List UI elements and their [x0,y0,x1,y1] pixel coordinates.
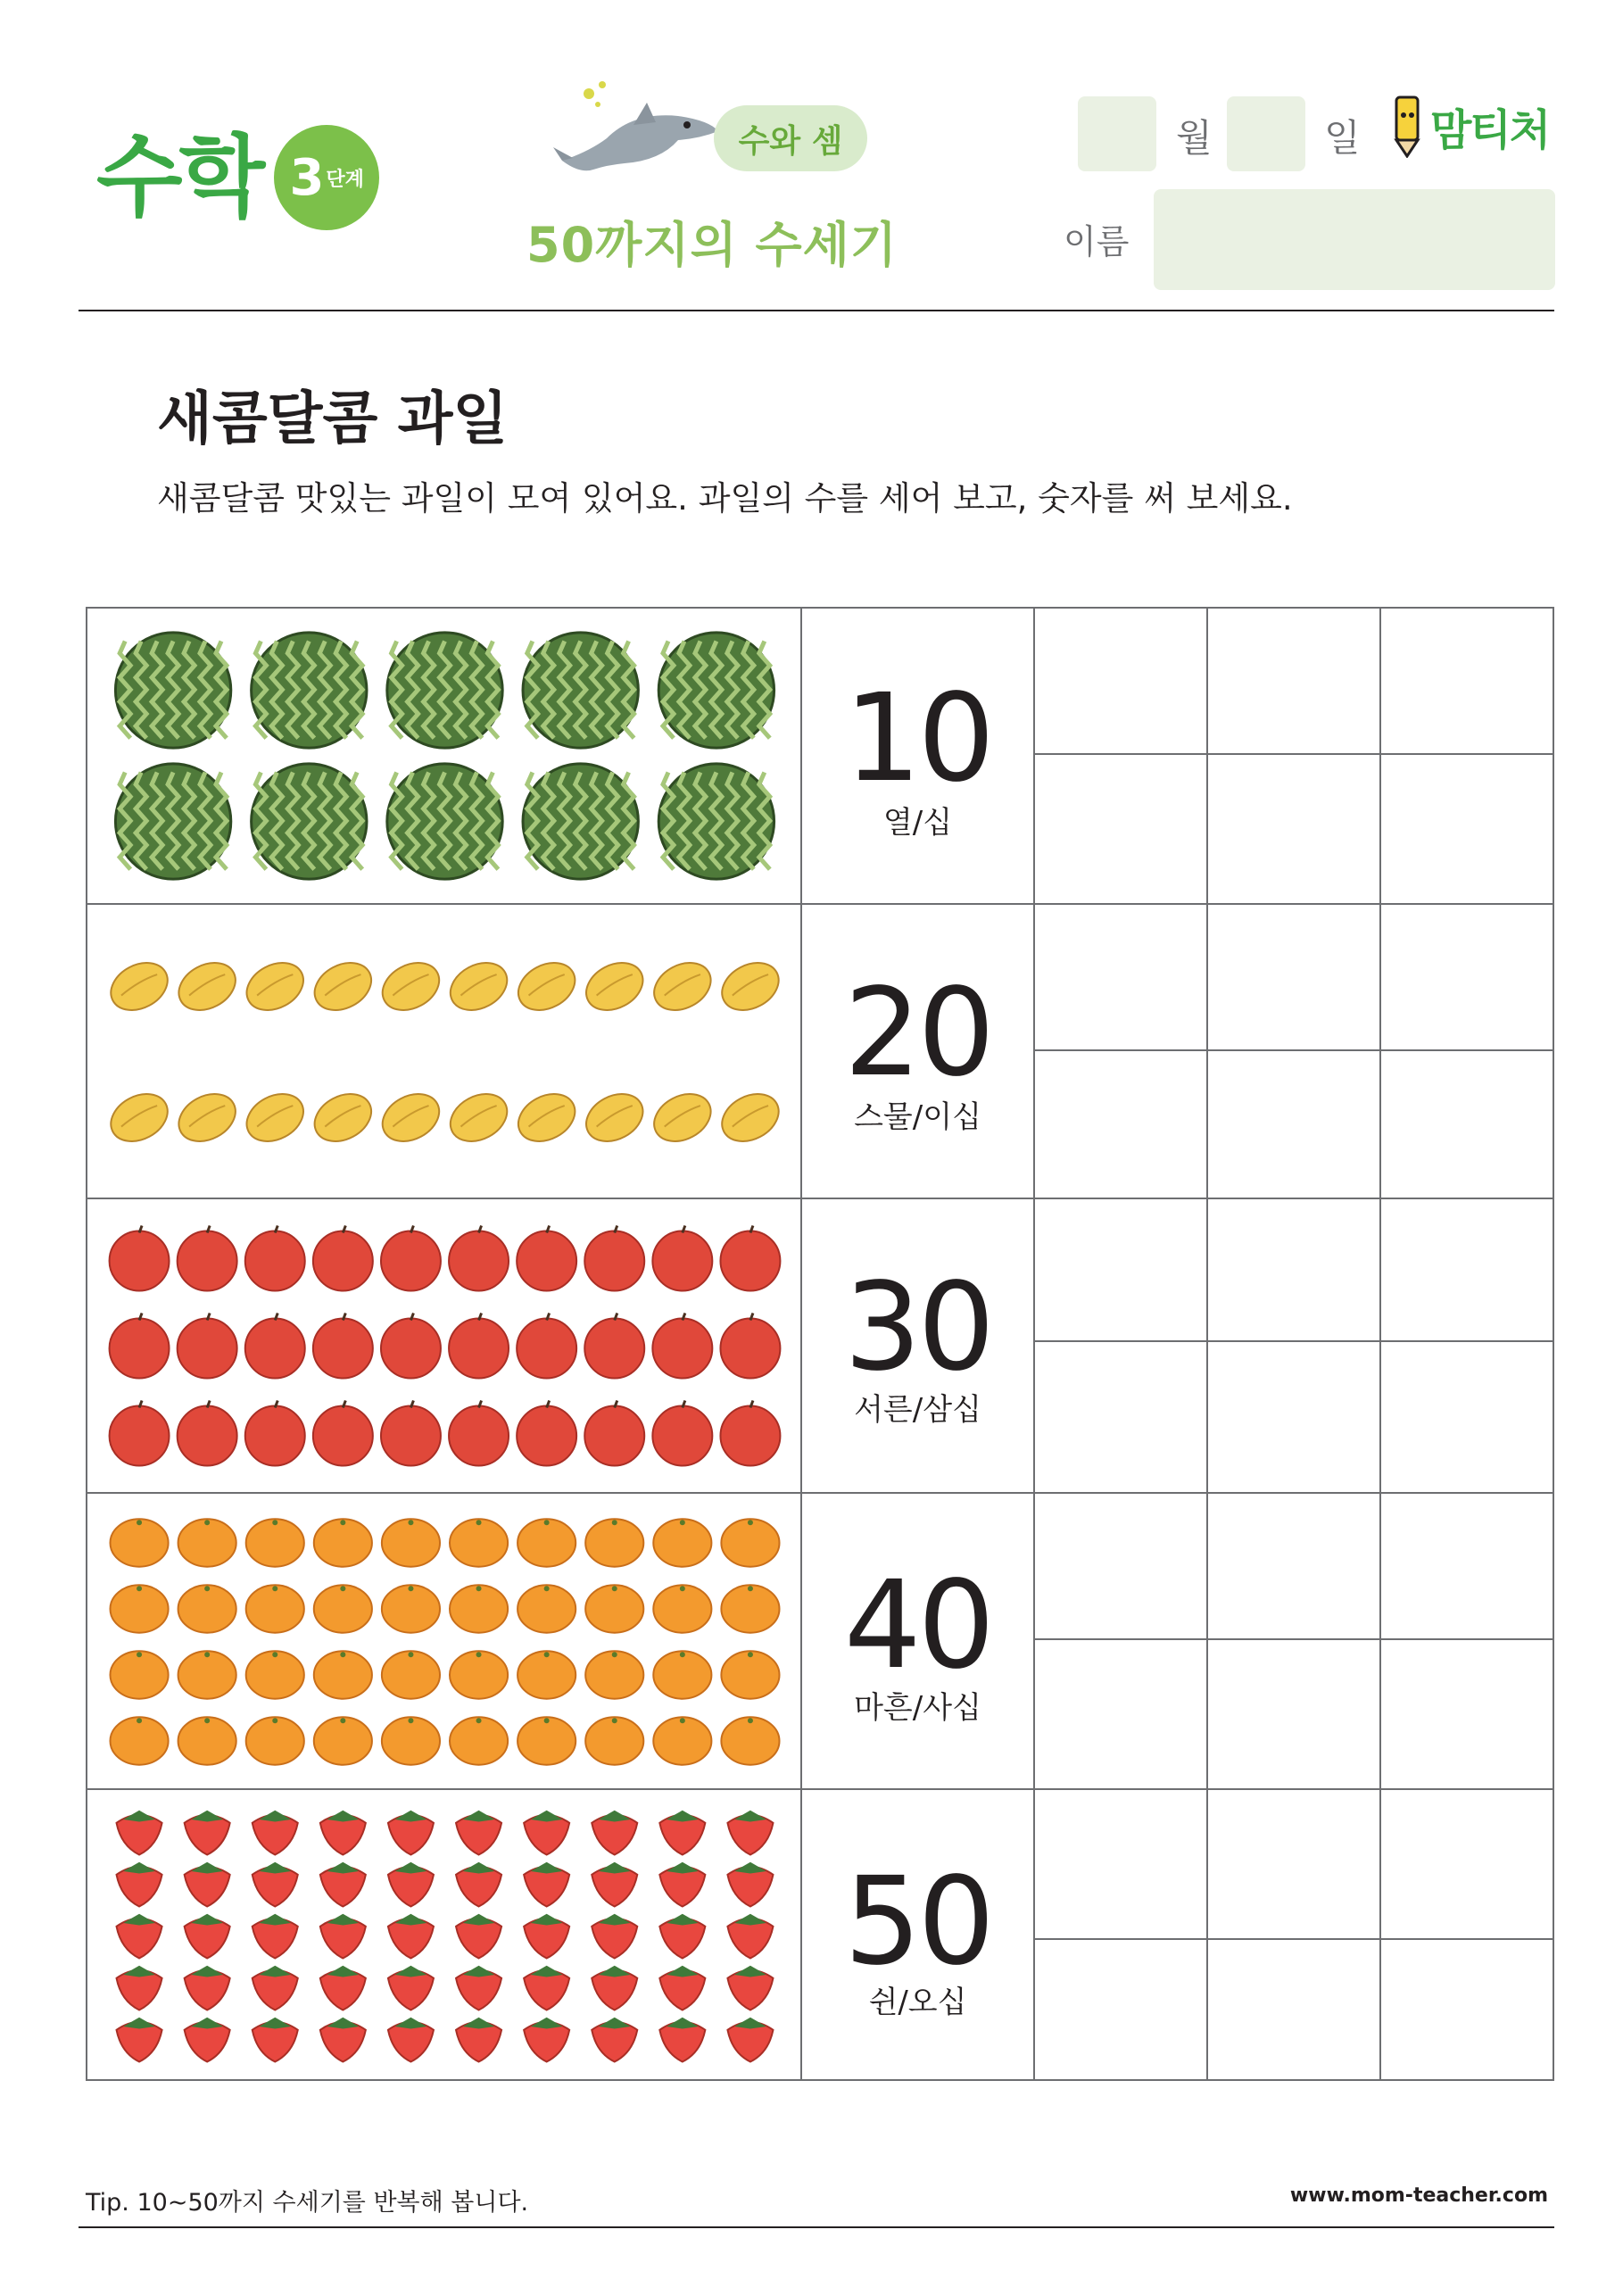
strawberry-icon [524,1914,569,1959]
apple-icon [245,1226,305,1291]
table-row [87,1492,1553,1788]
apple-icon [313,1226,373,1291]
lemon-icon [306,953,379,1019]
apple-icon [110,1226,170,1291]
apple-icon [720,1314,780,1379]
apple-icon [313,1401,373,1466]
strawberry-icon [456,1914,501,1959]
number-word: 마흔/사십 [854,1690,981,1726]
watermelon-icon [523,633,638,748]
apple-icon [517,1226,576,1291]
number-text: 10 [843,668,992,809]
watermelon-icon [252,764,367,879]
number-text: 50 [843,1852,992,1993]
table-row [87,903,1553,1198]
apple-icon [110,1401,170,1466]
tangerine-icon [246,1717,304,1764]
number-word: 열/십 [882,805,953,841]
strawberry-icon [727,1914,773,1959]
table-row [87,1198,1553,1492]
strawberry-icon [388,1862,434,1907]
strawberry-icon [727,1966,773,2010]
strawberry-icon [253,1811,298,1855]
lemon-icon [238,953,311,1019]
tangerine-icon [450,1717,508,1764]
apple-icon [313,1314,373,1379]
tangerine-icon [314,1585,372,1632]
lemon-icon [375,1084,448,1150]
apple-icon [178,1314,237,1379]
strawberry-icon [592,1914,637,1959]
strawberry-icon [388,1914,434,1959]
strawberry-icon [117,1862,162,1907]
day-input-box[interactable] [1227,96,1305,171]
strawberry-icon [117,1966,162,2010]
strawberry-icon [117,1914,162,1959]
level-badge [274,125,379,230]
strawberry-icon [320,1914,366,1959]
lemon-icon [103,1084,176,1150]
level-number: 3 [289,148,325,207]
tangerine-icon [721,1519,779,1566]
tangerine-icon [450,1585,508,1632]
strawberry-icon [659,1811,705,1855]
strawberry-icon [524,1811,569,1855]
number-text: 30 [843,1257,992,1398]
strawberry-icon [185,1914,230,1959]
apple-icon [110,1314,170,1379]
strawberry-icon [659,1966,705,2010]
lemon-icon [170,953,244,1019]
watermelon-icon [115,633,230,748]
tangerine-icon [450,1651,508,1698]
apple-icon [584,1226,644,1291]
number-cell [802,609,1035,903]
tangerine-icon [585,1585,643,1632]
topic-pill: 수와 셈 [714,105,867,171]
strawberry-icon [659,1862,705,1907]
counting-table [86,607,1554,2081]
strawberry-icon [659,1914,705,1959]
apple-icon [381,1226,441,1291]
tangerine-icon [585,1651,643,1698]
strawberry-icon [456,1966,501,2010]
tangerine-icon [314,1519,372,1566]
apple-icon [381,1401,441,1466]
tangerine-icon [314,1717,372,1764]
strawberry-group [87,1790,802,2081]
number-word: 서른/삼십 [854,1392,981,1428]
brand-logo [1387,94,1549,158]
strawberry-icon [524,2018,569,2062]
fruit-cell [87,905,802,1198]
tangerine-icon [382,1717,440,1764]
strawberry-icon [727,1862,773,1907]
tangerine-icon [178,1585,236,1632]
strawberry-icon [592,2018,637,2062]
strawberry-icon [117,2018,162,2062]
table-row [87,1788,1553,2079]
watermelon-group [87,609,802,903]
strawberry-icon [185,1966,230,2010]
lemon-icon [238,1084,311,1150]
tangerine-icon [450,1519,508,1566]
lemon-icon [646,1084,719,1150]
tangerine-icon [653,1585,711,1632]
writing-boxes[interactable] [1035,609,1553,903]
lemon-icon [510,953,584,1019]
tangerine-icon [382,1519,440,1566]
watermelon-icon [658,764,774,879]
apple-icon [584,1401,644,1466]
apple-icon [449,1226,509,1291]
strawberry-icon [456,2018,501,2062]
apple-icon [245,1401,305,1466]
subject-text: 수학 [96,125,262,229]
tangerine-icon [110,1585,168,1632]
watermelon-icon [387,764,502,879]
number-cell [802,905,1035,1198]
strawberry-icon [524,1966,569,2010]
writing-boxes[interactable] [1035,1790,1553,2079]
tangerine-icon [246,1585,304,1632]
website-link[interactable]: www.mom-teacher.com [1289,2184,1548,2207]
day-label: 일 [1324,116,1361,160]
fruit-cell [87,609,802,903]
lemon-icon [646,953,719,1019]
writing-boxes[interactable] [1035,1494,1553,1788]
strawberry-icon [456,1811,501,1855]
watermelon-icon [523,764,638,879]
apple-icon [652,1314,712,1379]
strawberry-icon [253,1862,298,1907]
number-cell [802,1494,1035,1788]
tangerine-icon [382,1651,440,1698]
strawberry-icon [253,2018,298,2062]
brand-text: 맘티처 [1430,104,1550,155]
tangerine-icon [518,1519,576,1566]
watermelon-icon [115,764,230,879]
tangerine-icon [178,1651,236,1698]
tangerine-icon [721,1651,779,1698]
strawberry-icon [253,1966,298,2010]
strawberry-icon [320,1811,366,1855]
tangerine-icon [721,1585,779,1632]
apple-icon [517,1314,576,1379]
dolphin-icon [553,76,723,183]
strawberry-icon [727,1811,773,1855]
lemon-icon [578,1084,651,1150]
tangerine-icon [110,1717,168,1764]
tangerine-icon [585,1519,643,1566]
lemon-icon [170,1084,244,1150]
tangerine-icon [314,1651,372,1698]
section-title: 새콤달콤 과일 [157,386,509,452]
tangerine-icon [246,1651,304,1698]
lemon-icon [103,953,176,1019]
strawberry-icon [320,1862,366,1907]
fruit-cell [87,1199,802,1492]
strawberry-icon [320,2018,366,2062]
lemon-icon [510,1084,584,1150]
tangerine-icon [382,1585,440,1632]
strawberry-icon [727,2018,773,2062]
header-divider [79,310,1554,311]
apple-icon [381,1314,441,1379]
level-word: 단계 [326,168,364,191]
tangerine-icon [721,1717,779,1764]
lemon-icon [578,953,651,1019]
watermelon-icon [252,633,367,748]
tangerine-icon [178,1519,236,1566]
apple-icon [178,1401,237,1466]
strawberry-icon [592,1811,637,1855]
number-text: 20 [843,963,992,1104]
footer-divider [79,2226,1554,2228]
apple-icon [449,1314,509,1379]
lemon-icon [443,1084,516,1150]
apple-icon [449,1401,509,1466]
pencil-icon [1387,94,1427,158]
month-label: 월 [1176,116,1213,160]
tip-text: Tip. 10~50까지 수세기를 반복해 봅니다. [86,2189,529,2217]
apple-icon [178,1226,237,1291]
number-text: 40 [843,1555,992,1696]
number-cell [802,1199,1035,1492]
tangerine-icon [110,1651,168,1698]
month-input-box[interactable] [1078,96,1156,171]
strawberry-icon [117,1811,162,1855]
strawberry-icon [320,1966,366,2010]
name-input-box[interactable] [1154,189,1555,290]
tangerine-icon [653,1519,711,1566]
strawberry-icon [253,1914,298,1959]
strawberry-icon [659,2018,705,2062]
apple-icon [720,1401,780,1466]
watermelon-icon [387,633,502,748]
apple-group [87,1199,802,1494]
tangerine-icon [246,1519,304,1566]
watermelon-icon [658,633,774,748]
strawberry-icon [592,1966,637,2010]
tangerine-icon [585,1717,643,1764]
lemon-icon [714,1084,787,1150]
lemon-group [87,905,802,1199]
apple-icon [720,1226,780,1291]
worksheet-title: 50까지의 수세기 [526,217,898,273]
strawberry-icon [456,1862,501,1907]
fruit-cell [87,1494,802,1788]
strawberry-icon [388,2018,434,2062]
writing-boxes[interactable] [1035,1199,1553,1492]
strawberry-icon [185,2018,230,2062]
tangerine-icon [178,1717,236,1764]
number-word: 스물/이십 [854,1099,981,1135]
lemon-icon [714,953,787,1019]
lemon-icon [375,953,448,1019]
lemon-icon [443,953,516,1019]
tangerine-icon [518,1651,576,1698]
strawberry-icon [185,1811,230,1855]
apple-icon [245,1314,305,1379]
tangerine-icon [653,1651,711,1698]
apple-icon [584,1314,644,1379]
number-word: 쉰/오십 [868,1985,967,2020]
apple-icon [652,1226,712,1291]
strawberry-icon [388,1811,434,1855]
tangerine-group [87,1494,802,1790]
apple-icon [652,1401,712,1466]
tangerine-icon [518,1717,576,1764]
lemon-icon [306,1084,379,1150]
apple-icon [517,1401,576,1466]
subject-logo [96,125,379,230]
strawberry-icon [388,1966,434,2010]
table-row [87,609,1553,903]
writing-boxes[interactable] [1035,905,1553,1198]
number-cell [802,1790,1035,2079]
instruction-text: 새콤달콤 맛있는 과일이 모여 있어요. 과일의 수를 세어 보고, 숫자를 써 보세요. [157,479,1293,518]
fruit-cell [87,1790,802,2079]
tangerine-icon [653,1717,711,1764]
strawberry-icon [524,1862,569,1907]
strawberry-icon [185,1862,230,1907]
strawberry-icon [592,1862,637,1907]
tangerine-icon [110,1519,168,1566]
tangerine-icon [518,1585,576,1632]
name-label: 이름 [1064,222,1130,261]
